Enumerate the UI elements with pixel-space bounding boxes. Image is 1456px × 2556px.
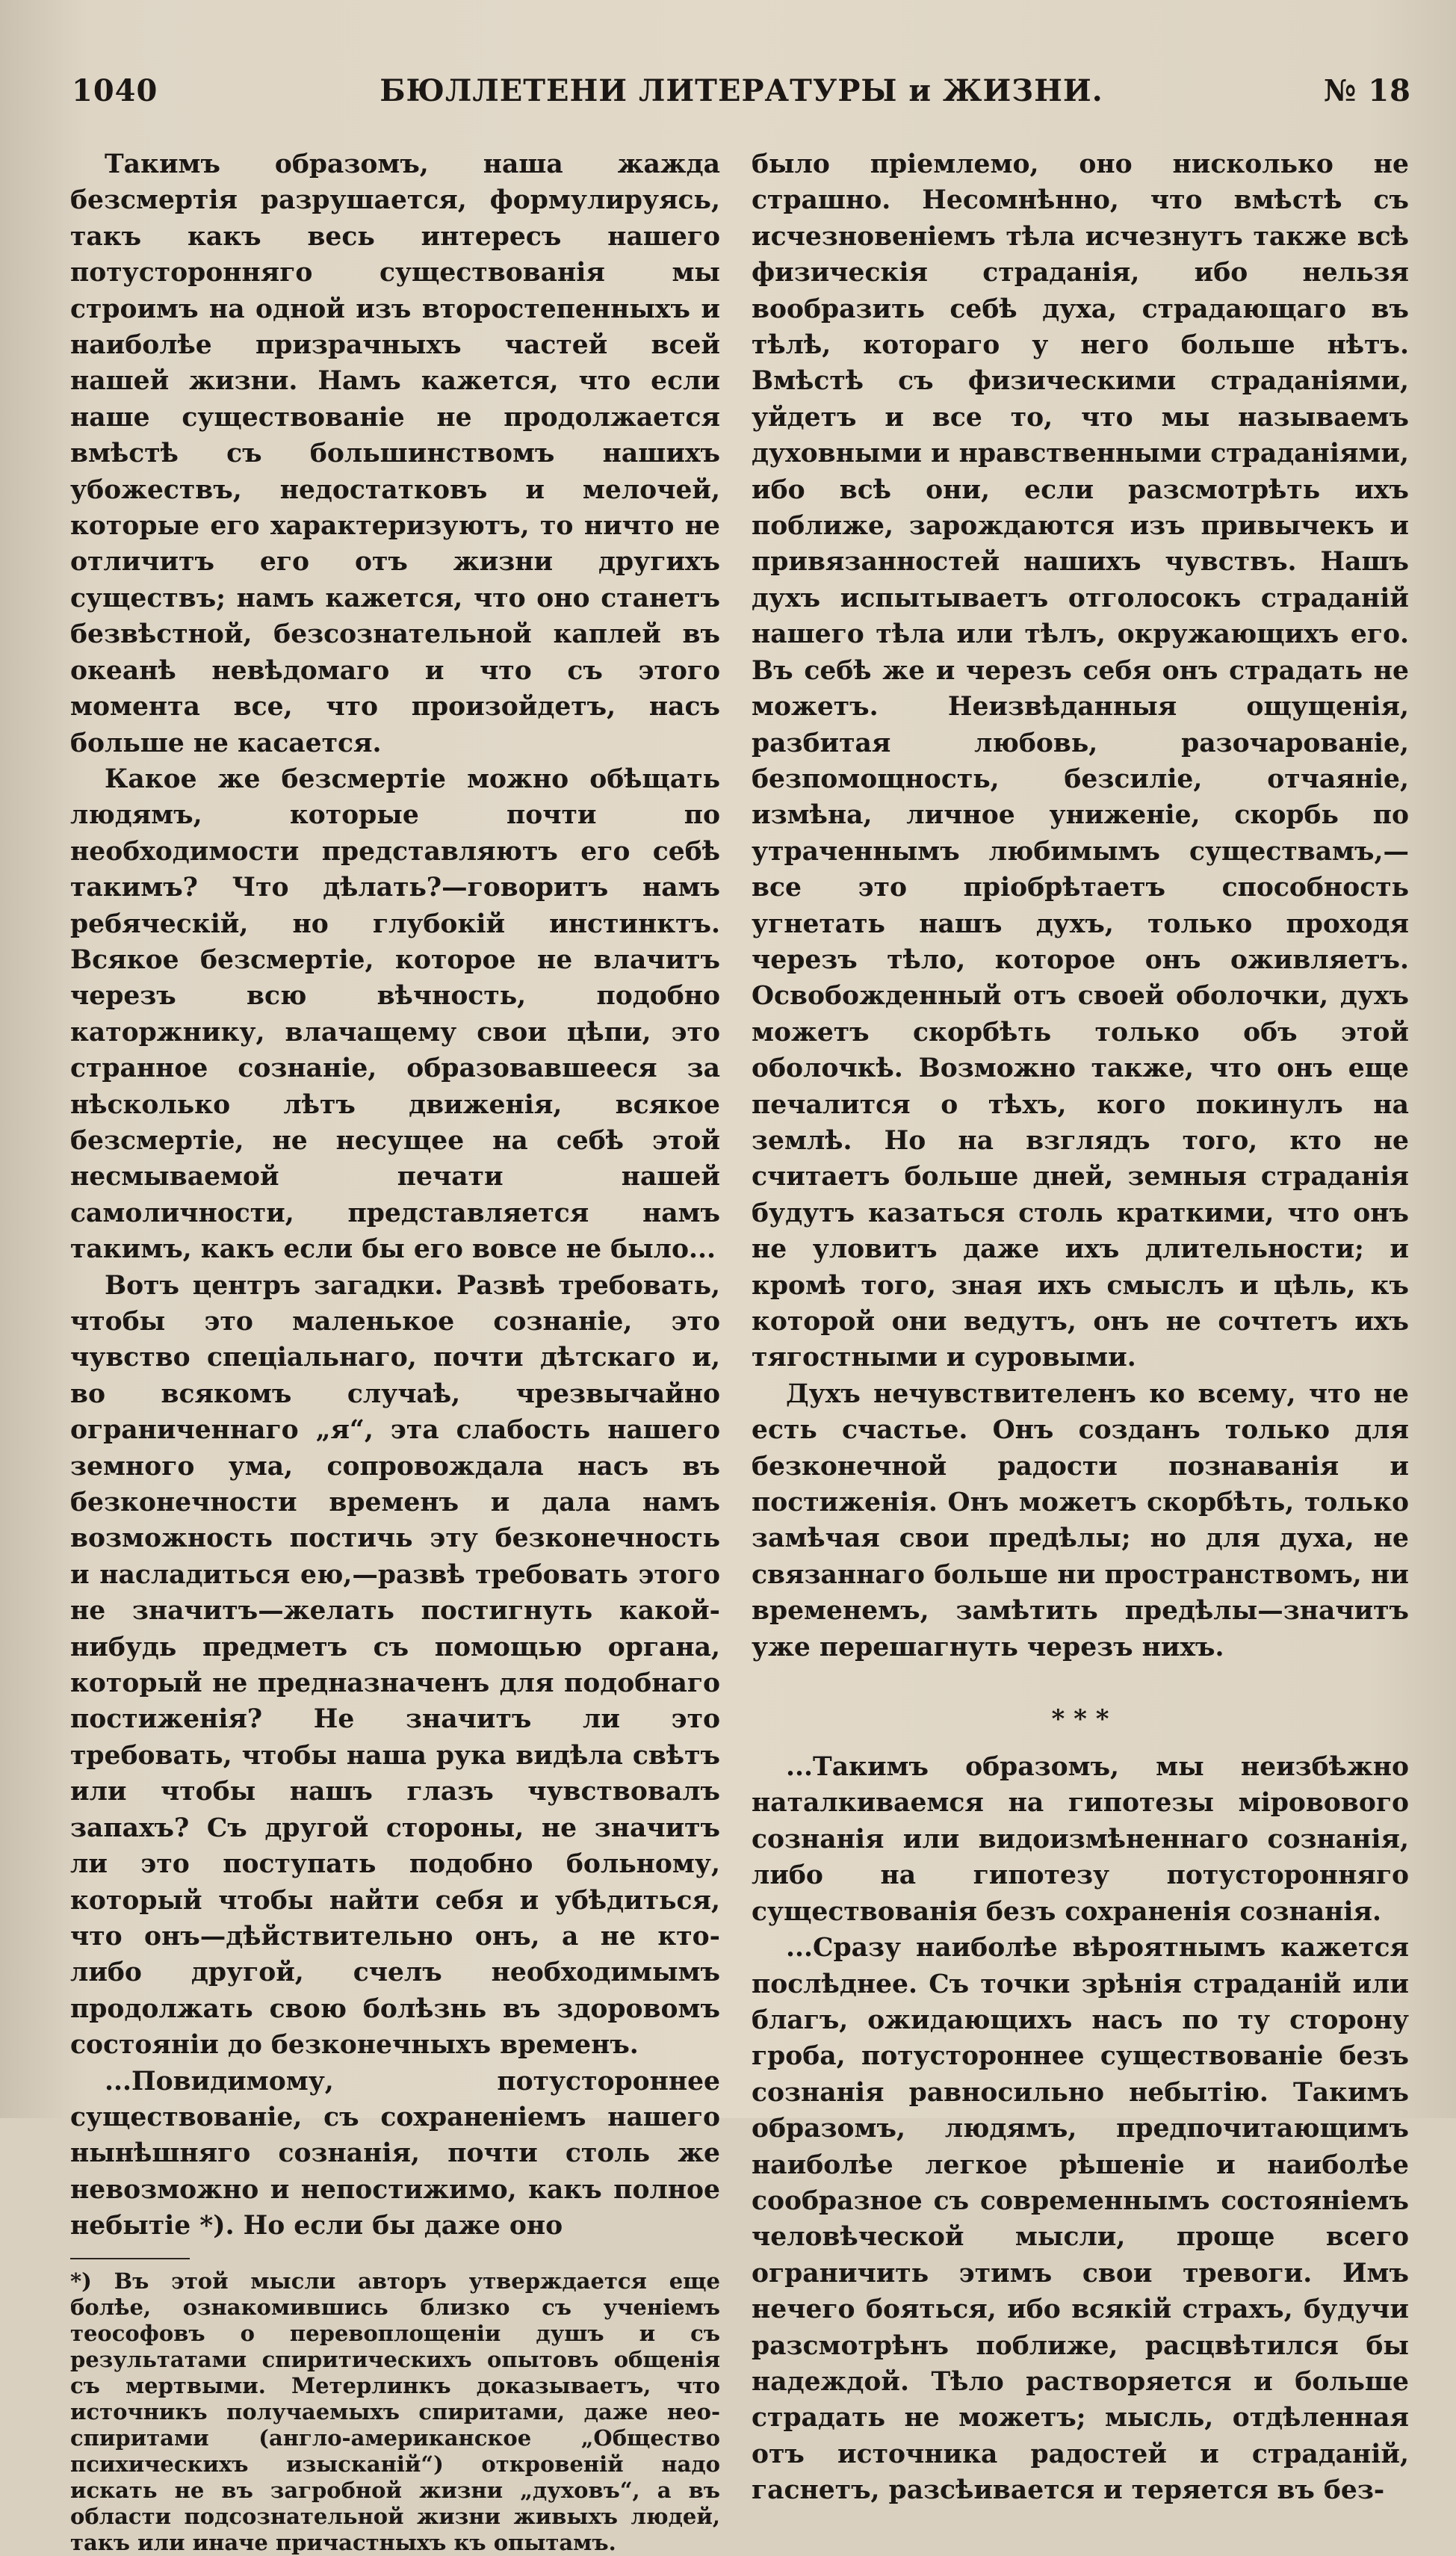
paragraph: ...Такимъ образомъ, мы неизбѣжно наталкиваемся на гипотезы міровового сознанія или видоизмѣненнаго сознанія, либо на гипотезу потусторонняго существованія безъ сохраненія сознанія.	[752, 1752, 1409, 1927]
footnote: *) Въ этой мысли авторъ утверждается еще болѣе, ознакомившись близко съ ученіемъ теософовъ о перевоплощеніи душъ и съ результатами спиритическихъ опытовъ общенія съ мертвыми. Метерлинкъ доказываетъ, что источникъ получаемыхъ спиритами, даже нео-спиритами (англо-американское „Общество психическихъ изысканій“) откровеній надо искать не въ загробной жизни „духовъ“, а въ области подсознательной жизни живыхъ людей, такъ или иначе причастныхъ къ опытамъ.	[70, 2268, 720, 2555]
running-header	[72, 73, 1411, 118]
page-number: 1040	[72, 73, 158, 108]
paragraph: Какое же безсмертіе можно обѣщать людямъ, которые почти по необходимости представляютъ его себѣ такимъ? Что дѣлать?—говоритъ намъ ребяческій, но глубокій инстинктъ. Всякое безсмертіе, которое не влачитъ черезъ всю вѣчность, подобно каторжнику, влачащему свои цѣпи, это странное сознаніе, образовавшееся за нѣсколько лѣтъ движенія, всякое безсмертіе, не несущее на себѣ этой несмываемой печати нашей самоличности, представляется намъ такимъ, какъ если бы его вовсе не было...	[70, 764, 720, 1265]
paragraph: ...Сразу наиболѣе вѣроятнымъ кажется послѣднее. Съ точки зрѣнія страданій или благъ, ожидающихъ насъ по ту сторону гроба, потустороннее существованіе безъ сознанія равносильно небытію. Такимъ образомъ, людямъ, предпочитающимъ наиболѣе легкое рѣшеніе и наиболѣе сообразное съ современнымъ состояніемъ человѣческой мысли, проще всего ограничить этимъ свои тревоги. Имъ нечего бояться, ибо всякій страхъ, будучи разсмотрѣнъ поближе, расцвѣтился бы надеждой. Тѣло растворяется и больше страдать не можетъ; мысль, отдѣленная отъ источника радостей и страданій, гаснетъ, разсѣивается и теряется въ без-	[752, 1933, 1409, 2506]
issue-number: № 18	[1323, 73, 1411, 108]
paragraph: было пріемлемо, оно нисколько не страшно. Несомнѣнно, что вмѣстѣ съ исчезновеніемъ тѣла исчезнутъ также всѣ физическія страданія, ибо нельзя вообразить себѣ духа, страдающаго въ тѣлѣ, котораго у него больше нѣтъ. Вмѣстѣ съ физическими страданіями, уйдетъ и все то, что мы называемъ духовными и нравственными страданіями, ибо всѣ они, если разсмотрѣть ихъ поближе, зарождаются изъ привычекъ и привязанностей нашихъ чувствъ. Нашъ духъ испытываетъ отголосокъ страданій нашего тѣла или тѣлъ, окружающихъ его. Въ себѣ же и черезъ себя онъ страдать не можетъ. Неизвѣданныя ощущенія, разбитая любовь, разочарованіе, безпомощность, безсиліе, отчаяніе, измѣна, личное униженіе, скорбь по утраченнымъ любимымъ существамъ,—все это пріобрѣтаетъ способность угнетать нашъ духъ, только проходя черезъ тѣло, которое онъ оживляетъ. Освобожденный отъ своей оболочки, духъ можетъ скорбѣть только объ этой оболочкѣ. Возможно также, что онъ еще печалится о тѣхъ, кого покинулъ на землѣ. Но на взглядъ того, кто не считаетъ больше дней, земныя страданія будутъ казаться столь краткими, что онъ не уловитъ даже ихъ длительности; и кромѣ того, зная ихъ смыслъ и цѣль, къ которой они ведутъ, онъ не сочтетъ ихъ тягостными и суровыми.	[752, 149, 1409, 1373]
right-column	[752, 146, 1409, 2509]
paragraph: ...Повидимому, потустороннее существованіе, съ сохраненіемъ нашего нынѣшняго сознанія, почти столь же невозможно и непостижимо, какъ полное небытіе *). Но если бы даже оно	[70, 2066, 720, 2241]
section-separator: * * *	[1051, 1704, 1109, 1735]
left-column	[70, 146, 720, 2556]
paragraph: Такимъ образомъ, наша жажда безсмертія разрушается, формулируясь, такъ какъ весь интересъ нашего потусторонняго существованія мы строимъ на одной изъ второстепенныхъ и наиболѣе призрачныхъ частей всей нашей жизни. Намъ кажется, что если наше существованіе не продолжается вмѣстѣ съ большинствомъ нашихъ убожествъ, недостатковъ и мелочей, которые его характеризуютъ, то ничто не отличитъ его отъ жизни другихъ существъ; намъ кажется, что оно станетъ безвѣстной, безсознательной каплей въ океанѣ невѣдомаго и что съ этого момента все, что произойдетъ, насъ больше не касается.	[70, 149, 720, 758]
footnote-divider	[70, 2258, 190, 2259]
running-title: БЮЛЛЕТЕНИ ЛИТЕРАТУРЫ и ЖИЗНИ.	[380, 73, 1103, 108]
paragraph: Духъ нечувствителенъ ко всему, что не есть счастье. Онъ созданъ только для безконечной радости познаванія и постиженія. Онъ можетъ скорбѣть, только замѣчая свои предѣлы; но для духа, не связаннаго больше ни пространствомъ, ни временемъ, замѣтить предѣлы—значитъ уже перешагнуть черезъ нихъ.	[752, 1378, 1409, 1662]
paragraph: Вотъ центръ загадки. Развѣ требовать, чтобы это маленькое сознаніе, это чувство спеціальнаго, почти дѣтскаго и, во всякомъ случаѣ, чрезвычайно ограниченнаго „я“, эта слабость нашего земного ума, сопровождала насъ въ безконечности временъ и дала намъ возможность постичь эту безконечность и насладиться ею,—развѣ требовать этого не значитъ—желать постигнуть какой-нибудь предметъ съ помощью органа, который не предназначенъ для подобнаго постиженія? Не значитъ ли это требовать, чтобы наша рука видѣла свѣтъ или чтобы нашъ глазъ чувствовалъ запахъ? Съ другой стороны, не значитъ ли это поступать подобно больному, который чтобы найти себя и убѣдиться, что онъ—дѣйствительно онъ, а не кто-либо другой, счелъ необходимымъ продолжать свою болѣзнь въ здоровомъ состояніи до безконечныхъ временъ.	[70, 1270, 720, 2061]
